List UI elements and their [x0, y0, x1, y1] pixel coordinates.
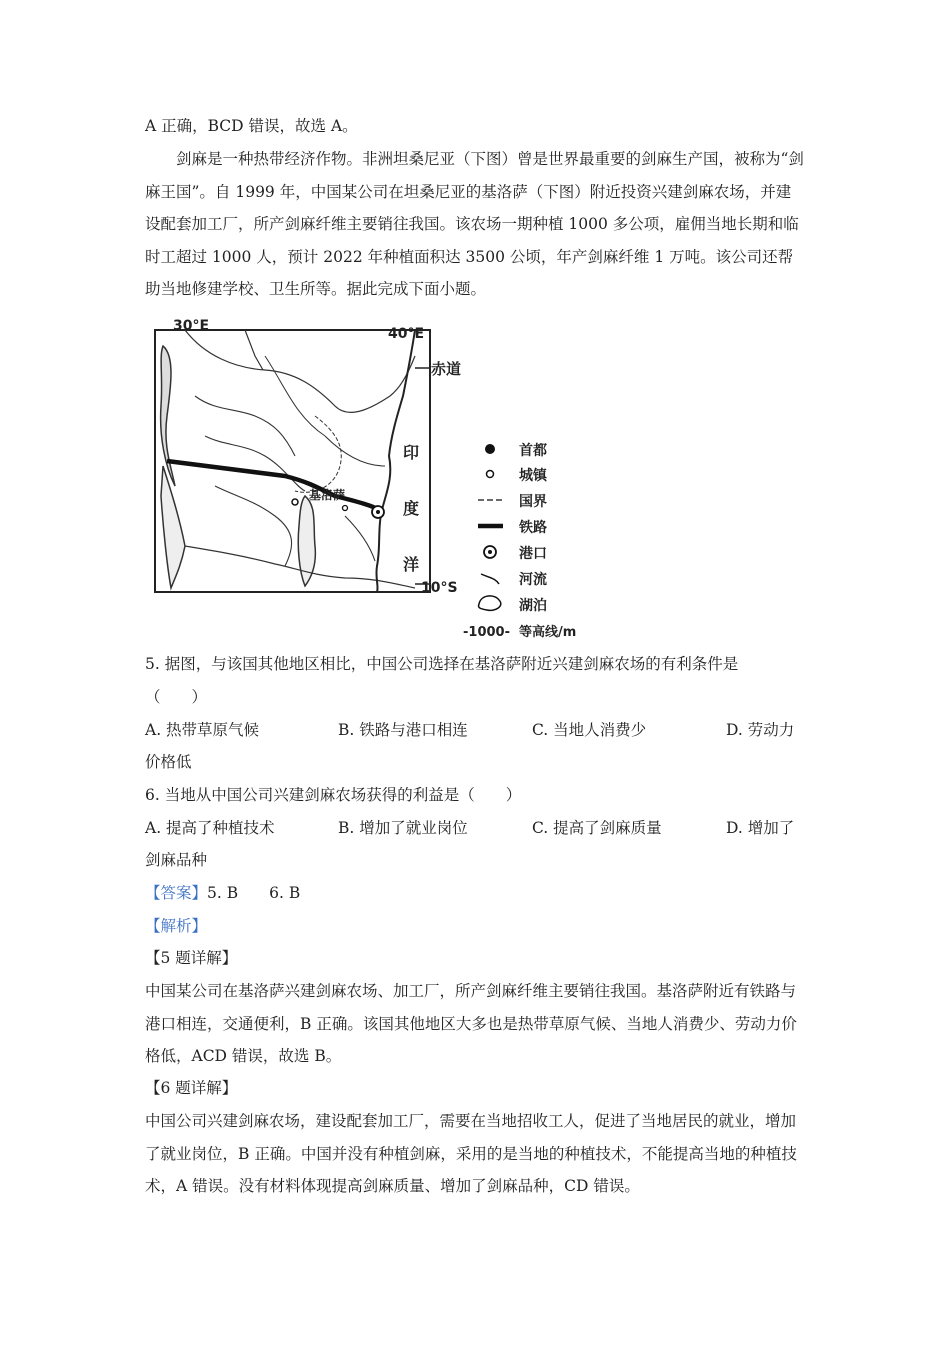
q6-options — [145, 816, 805, 838]
analysis-tag: 【解析】 — [145, 917, 208, 935]
q5-stem: 5. 据图，与该国其他地区相比，中国公司选择在基洛萨附近兴建剑麻农场的有利条件是 — [145, 655, 739, 673]
map-frame — [155, 330, 430, 592]
city-label: 基洛萨 — [309, 488, 346, 502]
tanzania-map — [145, 316, 590, 644]
town-symbol — [292, 499, 298, 505]
ocean-label-1: 印 — [403, 443, 420, 462]
lat-label: 10°S — [421, 580, 458, 596]
detail-5-title: 【5 题详解】 — [145, 949, 238, 967]
q5-option-c[interactable]: C. 当地人消费少 — [532, 721, 647, 739]
svg-text:国界: 国界 — [519, 494, 547, 510]
q6-option-a[interactable]: A. 提高了种植技术 — [145, 819, 275, 837]
svg-text:城镇: 城镇 — [519, 468, 547, 484]
ocean-label-2: 度 — [403, 499, 420, 518]
svg-text:湖泊: 湖泊 — [519, 598, 547, 614]
q5-option-d-wrap: 价格低 — [145, 753, 192, 771]
answer-line — [145, 882, 300, 904]
q6-option-c[interactable]: C. 提高了剑麻质量 — [532, 819, 662, 837]
lake-malawi — [298, 496, 315, 586]
q6-option-d[interactable]: D. 增加了 — [726, 819, 795, 837]
detail-6-text: 中国公司兴建剑麻农场，建设配套加工厂，需要在当地招收工人，促进了当地居民的就业，增加了就业岗位，B 正确。中国并没有种植剑麻，采用的是当地的种植技术，不能提高当地的种植技术，A 错误。没有材料体现提高剑麻质量、增加了剑麻品种，CD 错误。 — [145, 1112, 797, 1196]
q6-option-b[interactable]: B. 增加了就业岗位 — [338, 819, 468, 837]
detail-6-title: 【6 题详解】 — [145, 1079, 238, 1097]
equator-label: 赤道 — [431, 360, 462, 378]
ocean-label-3: 洋 — [403, 555, 420, 574]
q5-option-a[interactable]: A. 热带草原气候 — [145, 721, 260, 739]
q5-option-b[interactable]: B. 铁路与港口相连 — [338, 721, 468, 739]
answer-tag: 【答案】 — [145, 884, 208, 902]
svg-text:港口: 港口 — [519, 546, 547, 562]
q5-option-d[interactable]: D. 劳动力 — [726, 721, 795, 739]
material-paragraph: 剑麻是一种热带经济作物。非洲坦桑尼亚（下图）曾是世界最重要的剑麻生产国，被称为“剑麻王国”。自 1999 年，中国某公司在坦桑尼亚的基洛萨（下图）附近投资兴建剑麻农场，并建设配套加工厂，所产剑麻纤维主要销往我国。该农场一期种植 1000 多公项，雇佣当地长期和临时工超过 1000 人，预计 2022 年种植面积达 3500 公顷，年产剑麻纤维 1 万吨。该公司还帮助当地修建学校、卫生所等。据此完成下面小题。 — [145, 150, 804, 299]
previous-conclusion: A 正确，BCD 错误，故选 A。 — [145, 117, 358, 135]
map-legend — [463, 442, 576, 640]
answer-value: 5. B 6. B — [207, 884, 301, 902]
lon-left-label: 30°E — [173, 318, 210, 334]
svg-text:等高线/m: 等高线/m — [519, 625, 577, 640]
q6-option-d-wrap: 剑麻品种 — [145, 851, 208, 869]
lon-right-label: 40°E — [388, 326, 425, 342]
detail-5-text: 中国某公司在基洛萨兴建剑麻农场、加工厂，所产剑麻纤维主要销往我国。基洛萨附近有铁路与港口相连，交通便利，B 正确。该国其他地区大多也是热带草原气候、当地人消费少、劳动力价格低，ACD 错误，故选 B。 — [145, 982, 797, 1066]
q6-stem: 6. 当地从中国公司兴建剑麻农场获得的利益是（ ） — [145, 786, 522, 804]
svg-text:河流: 河流 — [519, 572, 547, 588]
q5-paren: （ ） — [145, 688, 208, 706]
svg-text:首都: 首都 — [519, 443, 547, 459]
q5-options — [145, 718, 805, 740]
svg-text:-1000-: -1000- — [463, 625, 510, 640]
svg-text:铁路: 铁路 — [519, 520, 547, 536]
